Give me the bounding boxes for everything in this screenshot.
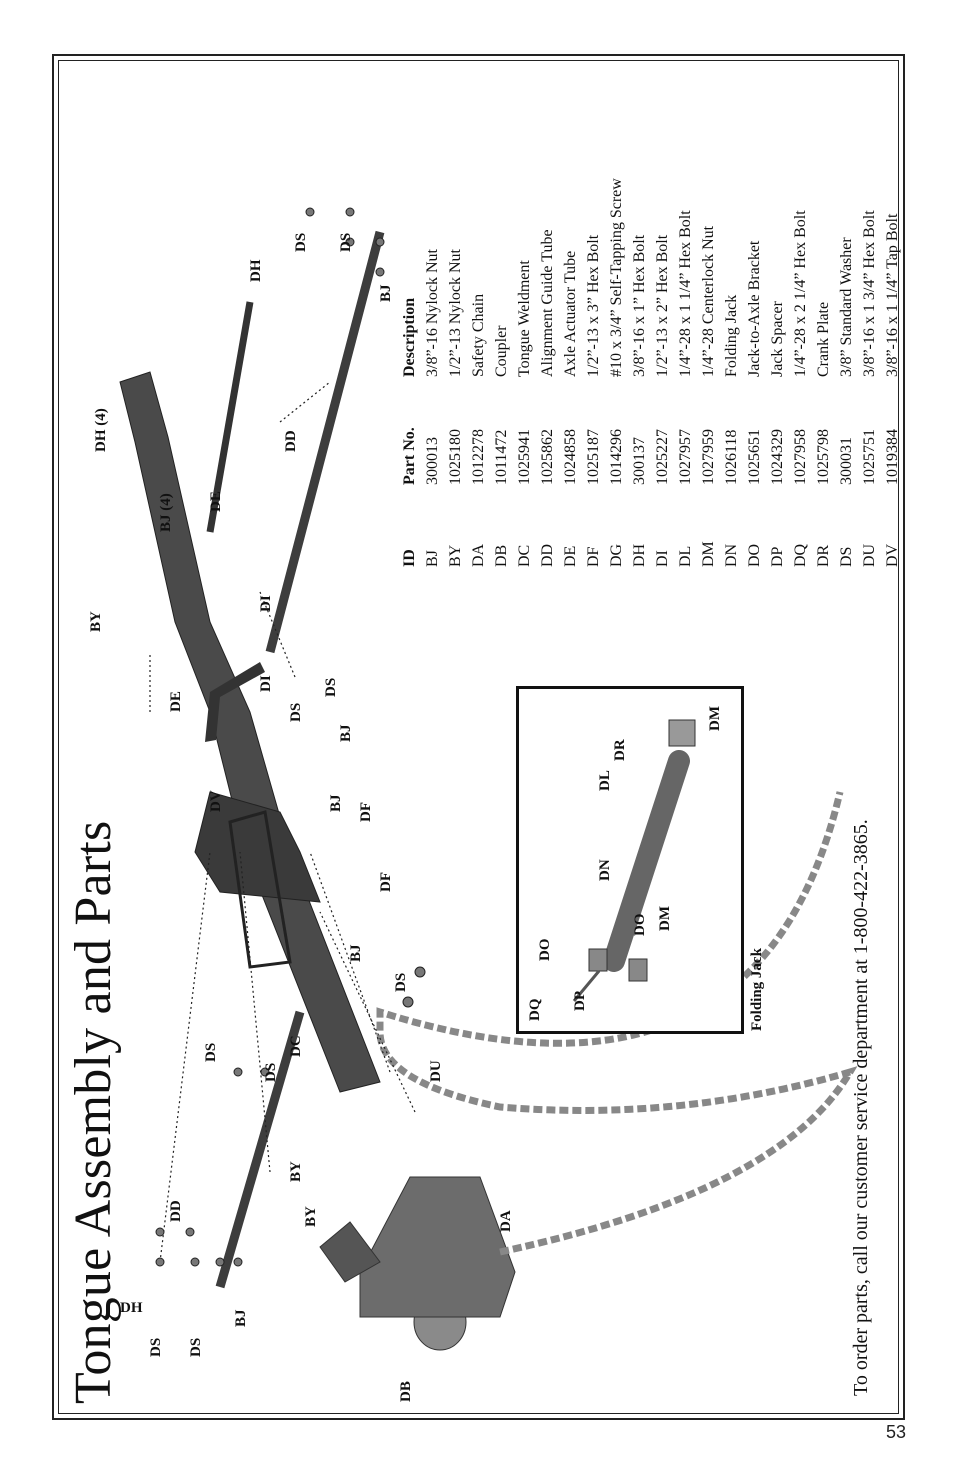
table-cell-part-no: 1027958 xyxy=(792,429,809,485)
callout-bj-5: BJ xyxy=(378,284,394,302)
table-cell-part-no: 1025798 xyxy=(815,429,832,485)
callout-dr: DR xyxy=(612,739,628,761)
table-cell-id: DQ xyxy=(792,543,809,567)
callout-ds: DS xyxy=(148,1337,164,1357)
callout-dh: DH xyxy=(120,1300,143,1316)
table-cell-part-no: 300137 xyxy=(631,437,648,485)
callout-ds-9: DS xyxy=(338,232,354,252)
callout-dp: DP xyxy=(572,991,588,1011)
header-id: ID xyxy=(401,549,418,567)
callout-dd-2: DD xyxy=(283,430,299,452)
table-cell-part-no: 1024329 xyxy=(769,429,786,485)
table-cell-part-no: 1027959 xyxy=(700,429,717,485)
callout-dm-2: DM xyxy=(707,706,723,731)
table-cell-description: #10 x 3/4” Self-Tapping Screw xyxy=(608,178,625,377)
callout-dq: DQ xyxy=(527,998,543,1021)
table-cell-description: 1/2”-13 x 3” Hex Bolt xyxy=(585,234,602,377)
callout-ds-4: DS xyxy=(263,1062,279,1082)
table-cell-part-no: 1025862 xyxy=(539,429,556,485)
callout-dn: DN xyxy=(597,859,613,881)
callout-dl: DL xyxy=(597,770,613,791)
table-cell-part-no: 1026118 xyxy=(723,429,740,485)
table-cell-id: DU xyxy=(861,543,878,567)
table-cell-part-no: 1025180 xyxy=(447,429,464,485)
table-cell-description: Tongue Weldment xyxy=(516,260,533,377)
table-cell-id: DA xyxy=(470,543,487,567)
table-cell-id: DN xyxy=(723,543,740,567)
callout-db: DB xyxy=(398,1381,414,1402)
table-cell-id: BJ xyxy=(424,550,441,567)
table-cell-description: Crank Plate xyxy=(815,301,832,377)
callout-de: DE xyxy=(168,691,184,712)
callout-by-2: BY xyxy=(288,1161,304,1182)
callout-ds-6: DS xyxy=(288,702,304,722)
table-cell-description: Alignment Guide Tube xyxy=(539,229,556,377)
callout-di: DI xyxy=(258,675,274,692)
table-cell-part-no: 1025941 xyxy=(516,429,533,485)
folding-jack-illustration xyxy=(519,689,741,1031)
table-cell-id: DO xyxy=(746,543,763,567)
callout-ds-2: DS xyxy=(188,1337,204,1357)
table-cell-part-no: 1025751 xyxy=(861,429,878,485)
page-title: Tongue Assembly and Parts xyxy=(65,820,122,1404)
table-cell-id: DD xyxy=(539,543,556,567)
table-cell-part-no: 300031 xyxy=(838,437,855,485)
table-cell-id: DS xyxy=(838,546,855,567)
table-cell-id: DC xyxy=(516,544,533,567)
callout-df-2: DF xyxy=(358,802,374,822)
table-cell-part-no: 1025227 xyxy=(654,429,671,485)
callout-ds-7: DS xyxy=(323,677,339,697)
callout-df: DF xyxy=(378,872,394,892)
callout-bj4: BJ (4) xyxy=(158,493,174,532)
table-cell-part-no: 1027957 xyxy=(677,429,694,485)
table-cell-id: DB xyxy=(493,544,510,567)
table-cell-id: DR xyxy=(815,544,832,567)
rotated-content xyxy=(60,62,901,1412)
table-cell-description: 1/2”-13 x 2” Hex Bolt xyxy=(654,234,671,377)
callout-do: DO xyxy=(537,938,553,961)
table-cell-id: DG xyxy=(608,543,625,567)
callout-bj-4: BJ xyxy=(338,724,354,742)
coupler-illustration xyxy=(320,1177,515,1350)
table-cell-description: Axle Actuator Tube xyxy=(562,250,579,377)
hardware-parts xyxy=(156,208,425,1266)
table-cell-description: Jack Spacer xyxy=(769,301,786,377)
table-cell-part-no: 1024858 xyxy=(562,429,579,485)
table-cell-part-no: 1019384 xyxy=(884,429,901,485)
table-cell-part-no: 1014296 xyxy=(608,429,625,485)
table-cell-description: 3/8”-16 x 1” Hex Bolt xyxy=(631,234,648,377)
callout-dm: DM xyxy=(657,906,673,931)
table-cell-part-no: 1025651 xyxy=(746,429,763,485)
callout-da: DA xyxy=(498,1210,514,1232)
table-cell-id: DI xyxy=(654,550,671,567)
callout-ds-5: DS xyxy=(393,972,409,992)
table-cell-id: DF xyxy=(585,546,602,567)
footer-note: To order parts, call our customer service department at 1-800-422-3865. xyxy=(850,819,872,1396)
table-cell-id: DV xyxy=(884,543,901,567)
callout-by: BY xyxy=(303,1206,319,1227)
callout-di-2: DI xyxy=(258,595,274,612)
table-cell-description: Folding Jack xyxy=(723,294,740,377)
table-cell-description: 1/4”-28 x 1 1/4” Hex Bolt xyxy=(677,210,694,377)
callout-dv: DV xyxy=(208,790,224,812)
table-cell-id: DM xyxy=(700,541,717,567)
table-cell-part-no: 1011472 xyxy=(493,429,510,485)
table-cell-description: 1/4”-28 x 2 1/4” Hex Bolt xyxy=(792,210,809,377)
table-cell-id: DH xyxy=(631,543,648,567)
table-cell-part-no: 300013 xyxy=(424,437,441,485)
table-cell-id: BY xyxy=(447,544,464,567)
table-cell-description: Jack-to-Axle Bracket xyxy=(746,240,763,377)
table-cell-description: 1/4”-28 Centerlock Nut xyxy=(700,225,717,377)
callout-bj: BJ xyxy=(233,1309,249,1327)
callout-de-2: DE xyxy=(208,491,224,512)
callout-by-3: BY xyxy=(88,611,104,632)
header-description: Description xyxy=(401,297,418,377)
folding-jack-inset xyxy=(516,686,765,1034)
page-number: 53 xyxy=(885,1422,906,1442)
table-cell-description: Safety Chain xyxy=(470,293,487,377)
table-cell-id: DL xyxy=(677,545,694,567)
inset-caption: Folding Jack xyxy=(749,948,765,1031)
table-cell-description: Coupler xyxy=(493,325,510,377)
callout-du: DU xyxy=(428,1060,444,1082)
callout-dd: DD xyxy=(168,1200,184,1222)
callout-dc: DC xyxy=(288,1035,304,1057)
callout-dh4: DH (4) xyxy=(93,408,109,452)
callout-bj-3: BJ xyxy=(328,794,344,812)
header-part-no: Part No. xyxy=(401,427,418,485)
table-cell-id: DP xyxy=(769,546,786,567)
table-cell-description: 1/2”-13 Nylock Nut xyxy=(447,249,464,377)
callout-dh-2: DH xyxy=(248,259,264,282)
table-cell-description: 3/8” Standard Washer xyxy=(838,237,855,377)
table-cell-description: 3/8”-16 x 1 1/4” Tap Bolt xyxy=(884,213,901,377)
exploded-diagram xyxy=(60,62,897,1412)
callout-ds-3: DS xyxy=(203,1042,219,1062)
table-cell-description: 3/8”-16 x 1 3/4” Hex Bolt xyxy=(861,210,878,377)
table-cell-part-no: 1025187 xyxy=(585,429,602,485)
table-cell-id: DE xyxy=(562,545,579,567)
callout-ds-8: DS xyxy=(293,232,309,252)
callout-bj-2: BJ xyxy=(348,944,364,962)
table-cell-part-no: 1012278 xyxy=(470,429,487,485)
table-cell-description: 3/8”-16 Nylock Nut xyxy=(424,249,441,377)
callout-do-2: DO xyxy=(632,913,648,936)
